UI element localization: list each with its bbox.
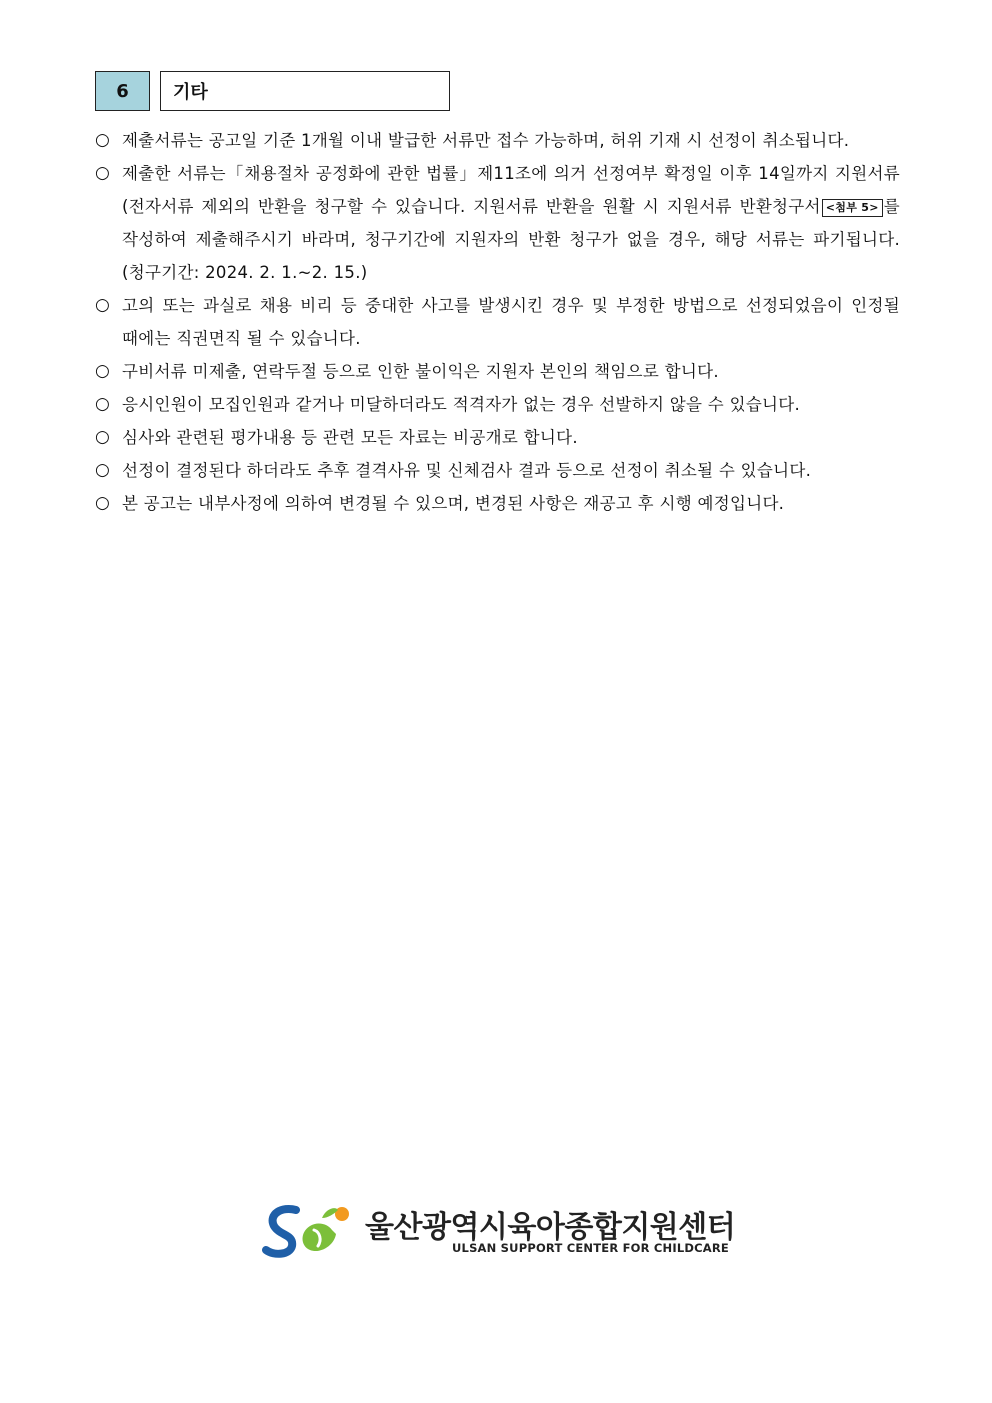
list-item-text: 본 공고는 내부사정에 의하여 변경될 수 있으며, 변경된 사항은 재공고 후 시행 예정입니다. [122,494,785,513]
list-item-text: 제출서류는 공고일 기준 1개월 이내 발급한 서류만 접수 가능하며, 허위 기재 시 선정이 취소됩니다. [122,131,850,150]
list-item [95,487,900,520]
list-item [95,454,900,487]
list-item [95,289,900,355]
organization-logo [262,1200,736,1260]
list-item-text: 심사와 관련된 평가내용 등 관련 모든 자료는 비공개로 합니다. [122,428,578,447]
circle-bullet-icon: ○ [95,295,110,315]
list-item-text [122,157,900,289]
attachment-reference: <첨부 5> [822,199,883,217]
list-item [95,388,900,421]
logo-mark-icon [262,1200,357,1260]
list-item-text: 고의 또는 과실로 채용 비리 등 중대한 사고를 발생시킨 경우 및 부정한 방법으로 선정되었음이 인정될 때에는 직권면직 될 수 있습니다. [122,296,900,348]
list-item-text-part: 를 작성하여 제출해주시기 바라며, 청구기간에 지원자의 반환 청구가 없을 경우, 해당 서류는 파기됩니다. (청구기간: 2024. 2. 1.~2. 15.) [122,197,900,282]
list-item-text: 구비서류 미제출, 연락두절 등으로 인한 불이익은 지원자 본인의 책임으로 합니다. [122,362,719,381]
list-item-text: 선정이 결정된다 하더라도 추후 결격사유 및 신체검사 결과 등으로 선정이 취소될 수 있습니다. [122,461,812,480]
list-item [95,124,900,157]
circle-bullet-icon: ○ [95,493,110,513]
circle-bullet-icon: ○ [95,427,110,447]
circle-bullet-icon: ○ [95,394,110,414]
list-item-text: 응시인원이 모집인원과 같거나 미달하더라도 적격자가 없는 경우 선발하지 않을 수 있습니다. [122,395,801,414]
logo-name-english: ULSAN SUPPORT CENTER FOR CHILDCARE [452,1241,729,1255]
list-item-text-part: 제출한 서류는「채용절차 공정화에 관한 법률」제11조에 의거 선정여부 확정일 이후 14일까지 지원서류(전자서류 제외의 반환을 청구할 수 있습니다. 지원서류 반환을 원활 시 지원서류 반환청구서 [122,164,900,216]
circle-bullet-icon: ○ [95,163,110,183]
list-item [95,355,900,388]
section-number: 6 [95,71,150,111]
list-item [95,421,900,454]
circle-bullet-icon: ○ [95,361,110,381]
list-item [95,157,900,289]
notice-list [95,124,900,520]
circle-bullet-icon: ○ [95,460,110,480]
section-header [95,71,450,111]
logo-name-korean: 울산광역시육아종합지원센터 [365,1210,736,1245]
section-title: 기타 [160,71,450,111]
circle-bullet-icon: ○ [95,130,110,150]
